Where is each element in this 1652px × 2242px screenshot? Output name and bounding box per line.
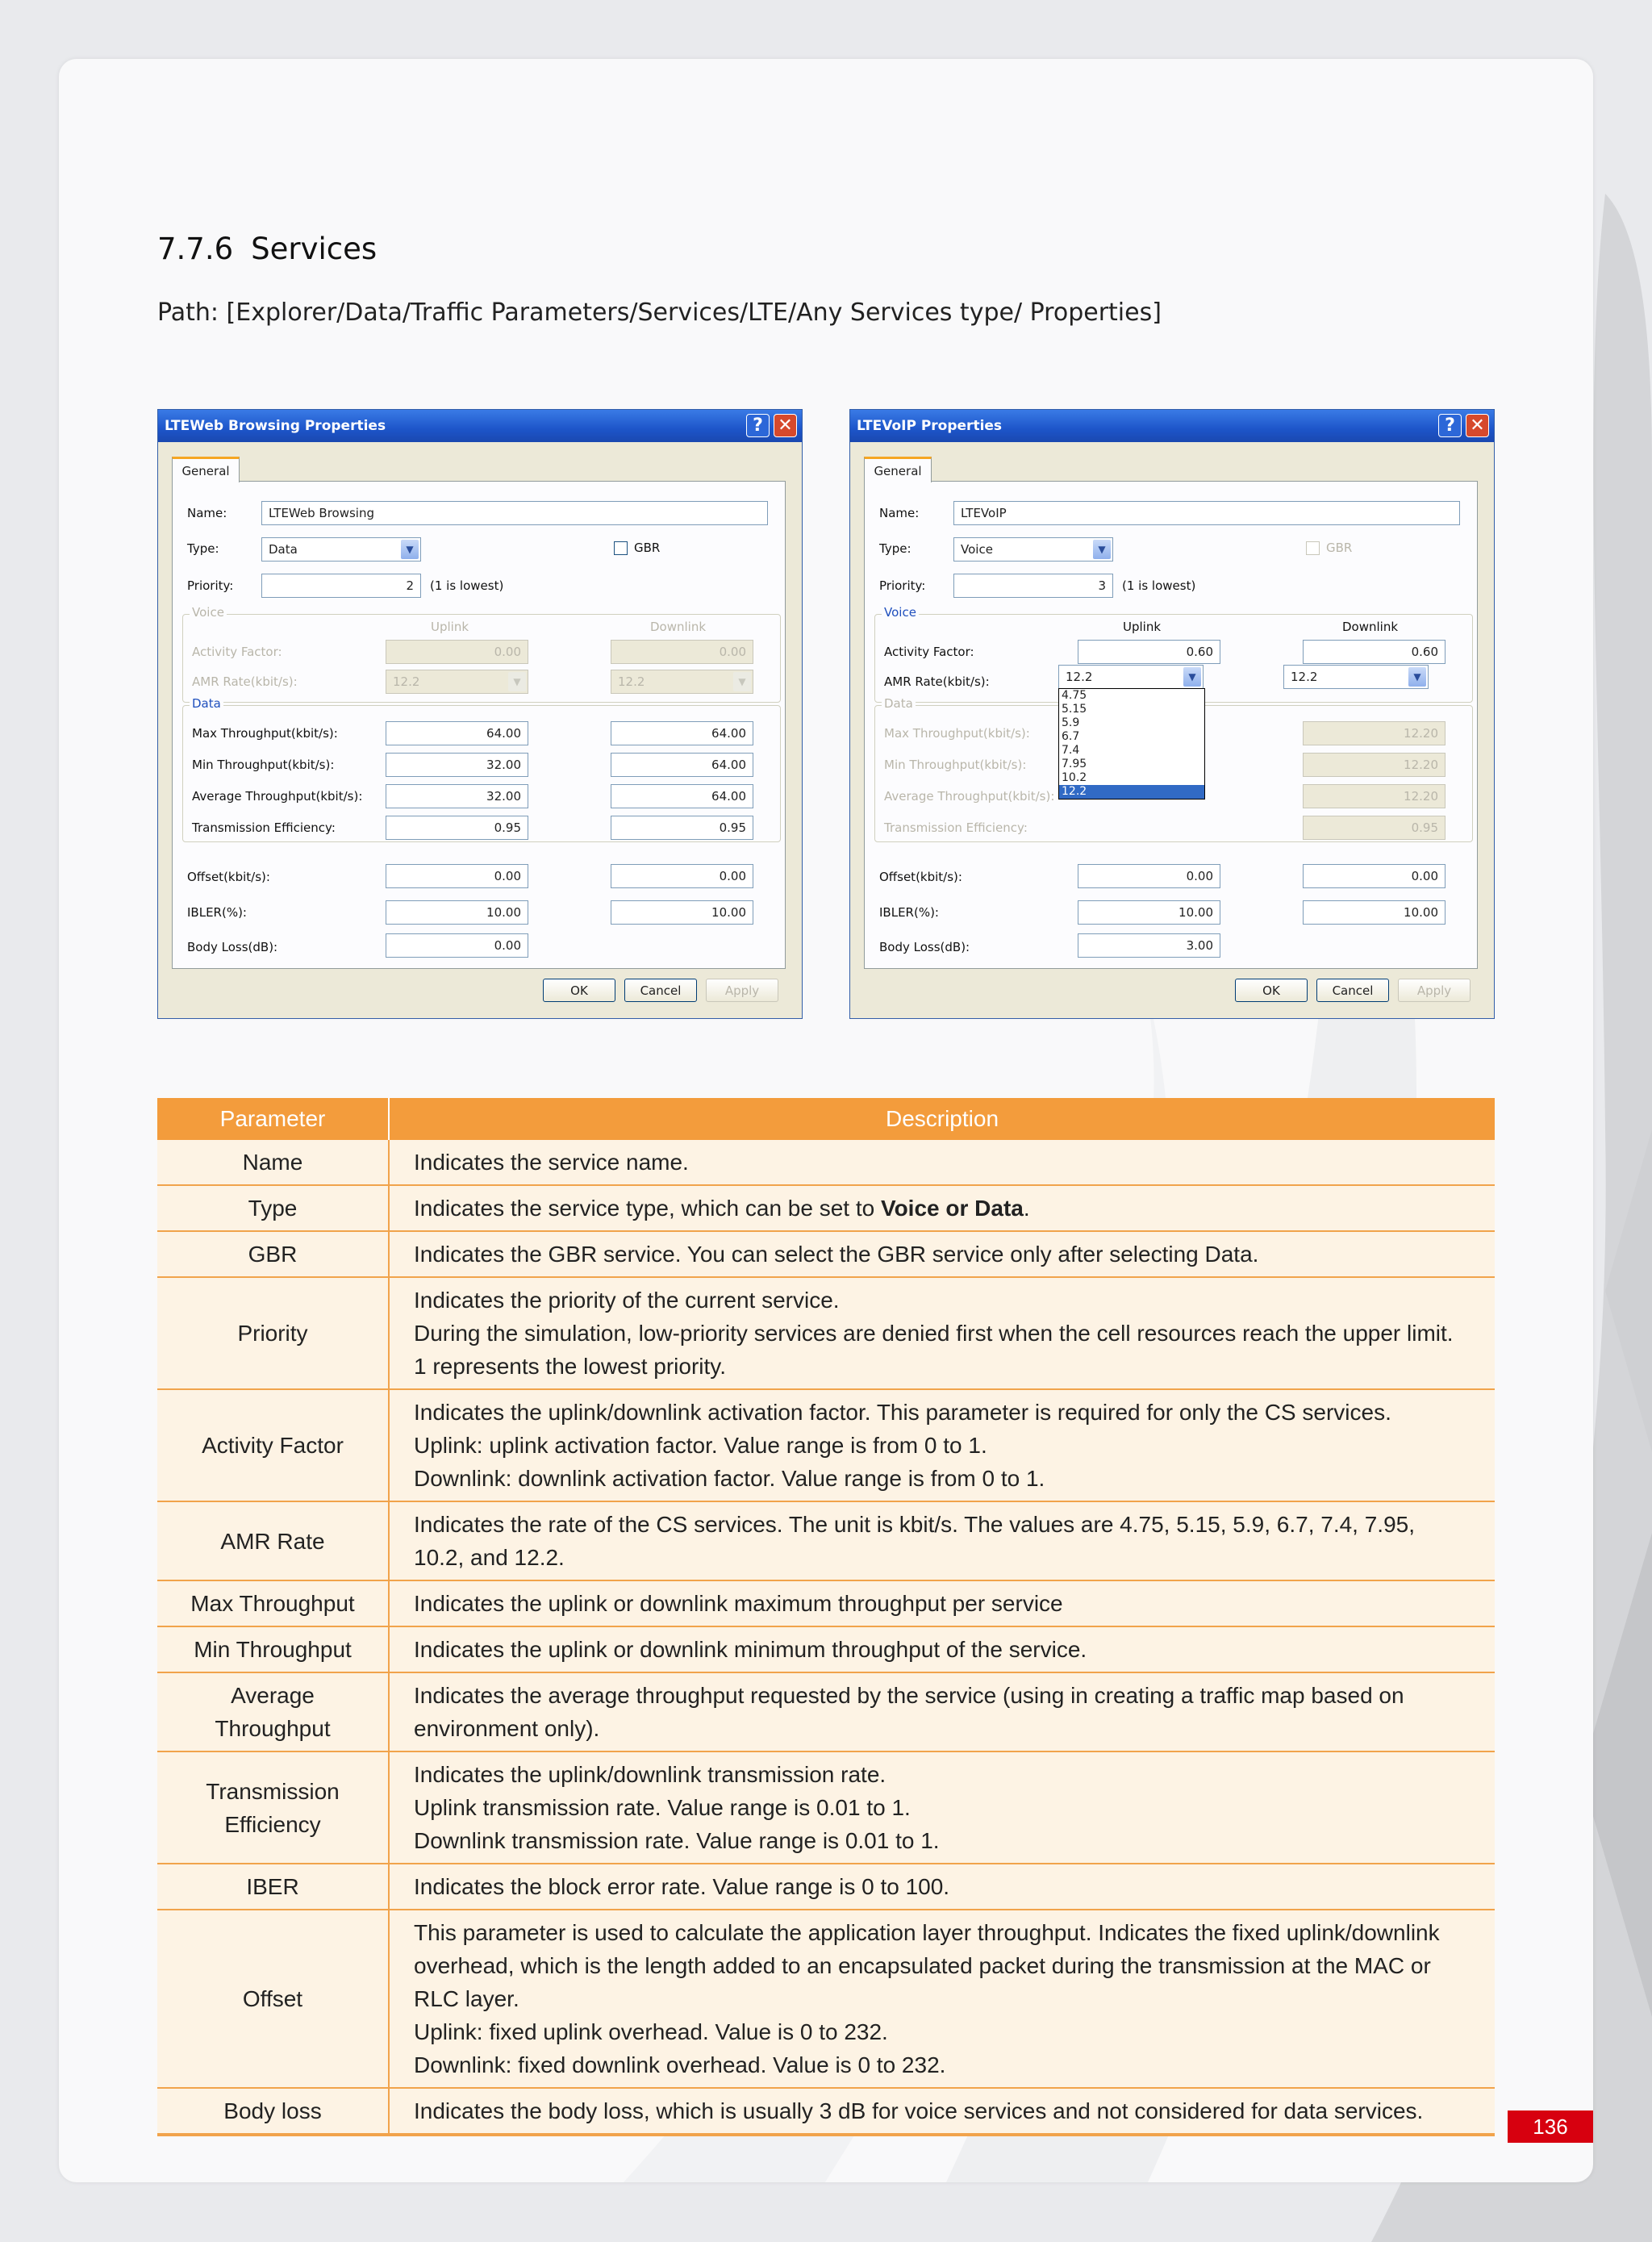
param-line: Efficiency (224, 1811, 321, 1837)
ibler-label: IBLER(%): (187, 905, 247, 920)
max-throughput-downlink[interactable]: 64.00 (611, 721, 753, 745)
amr-rate-uplink-value: 12.2 (393, 674, 420, 689)
offset-downlink[interactable]: 0.00 (611, 864, 753, 888)
uplink-header: Uplink (1123, 620, 1162, 634)
dropdown-option-selected[interactable]: 12.2 (1059, 785, 1204, 799)
offset-uplink[interactable]: 0.00 (386, 864, 528, 888)
description-line: During the simulation, low-priority services are denied first when the cell resources reach the upper limit. (414, 1321, 1454, 1346)
dialog-titlebar (158, 410, 802, 442)
param-cell: AMR Rate (157, 1501, 389, 1580)
description-cell (389, 1185, 1495, 1231)
average-throughput-downlink[interactable]: 64.00 (611, 784, 753, 808)
description-line: Uplink transmission rate. Value range is 0.01 to 1. (414, 1795, 911, 1820)
type-select[interactable] (261, 537, 421, 562)
dialog-titlebar (850, 410, 1494, 442)
dropdown-option[interactable]: 7.95 (1062, 758, 1087, 770)
ibler-downlink[interactable]: 10.00 (611, 900, 753, 925)
description-cell (389, 1626, 1495, 1672)
close-icon[interactable]: ✕ (1466, 414, 1489, 437)
dropdown-option[interactable]: 5.15 (1062, 703, 1087, 716)
activity-factor-downlink[interactable]: 0.60 (1303, 640, 1446, 664)
table-row (157, 1672, 1495, 1751)
param-cell (157, 1751, 389, 1864)
section-number: 7.7.6 (157, 232, 234, 266)
cancel-button[interactable]: Cancel (1316, 979, 1389, 1002)
description-line: Uplink: uplink activation factor. Value range is from 0 to 1. (414, 1433, 987, 1458)
body-loss-uplink[interactable]: 0.00 (386, 933, 528, 958)
offset-label: Offset(kbit/s): (879, 870, 962, 884)
param-cell: Type (157, 1185, 389, 1231)
max-throughput-downlink[interactable]: 12.20 (1303, 721, 1446, 745)
transmission-efficiency-label: Transmission Efficiency: (884, 820, 1028, 835)
table-row (157, 1751, 1495, 1864)
amr-rate-uplink-select[interactable] (1058, 665, 1204, 689)
transmission-efficiency-downlink[interactable]: 0.95 (1303, 816, 1446, 840)
max-throughput-label: Max Throughput(kbit/s): (884, 726, 1030, 741)
tab-general[interactable]: General (864, 457, 932, 482)
header-parameter: Parameter (157, 1098, 389, 1140)
description-line: Downlink: downlink activation factor. Value range is from 0 to 1. (414, 1466, 1045, 1491)
average-throughput-downlink[interactable]: 12.20 (1303, 784, 1446, 808)
description-line: 1 represents the lowest priority. (414, 1354, 726, 1379)
description-cell (389, 1501, 1495, 1580)
description-text: . (1023, 1196, 1030, 1221)
tab-general[interactable]: General (172, 457, 240, 482)
dropdown-option[interactable]: 10.2 (1062, 771, 1087, 784)
activity-factor-label: Activity Factor: (884, 645, 974, 659)
data-group-title: Data (190, 696, 223, 711)
table-row (157, 1140, 1495, 1185)
gbr-label: GBR (634, 541, 661, 555)
description-line: Indicates the block error rate. Value range is 0 to 100. (414, 1874, 950, 1899)
downlink-header: Downlink (650, 620, 707, 634)
offset-label: Offset(kbit/s): (187, 870, 270, 884)
explorer-path: Path: [Explorer/Data/Traffic Parameters/Services/LTE/Any Services type/ Properties] (157, 299, 1162, 327)
description-line: environment only). (414, 1716, 600, 1741)
voice-group-title: Voice (190, 605, 227, 620)
param-line: Average (231, 1683, 315, 1708)
description-cell (389, 1277, 1495, 1389)
priority-label: Priority: (879, 578, 926, 593)
table-header-row (157, 1098, 1495, 1140)
section-title: Services (251, 232, 378, 266)
min-throughput-downlink[interactable]: 64.00 (611, 753, 753, 777)
uplink-header: Uplink (431, 620, 469, 634)
min-throughput-label: Min Throughput(kbit/s): (884, 758, 1027, 772)
amr-rate-downlink-value: 12.2 (1291, 670, 1318, 684)
amr-rate-uplink-value: 12.2 (1066, 670, 1093, 684)
type-label: Type: (879, 541, 912, 556)
offset-downlink[interactable]: 0.00 (1303, 864, 1446, 888)
average-throughput-label: Average Throughput(kbit/s): (192, 789, 363, 804)
data-group-title: Data (882, 696, 916, 711)
name-label: Name: (879, 506, 920, 520)
description-line: Indicates the average throughput requested by the service (using in creating a traffic map based on (414, 1683, 1404, 1708)
param-cell (157, 1672, 389, 1751)
type-select-value: Voice (961, 542, 993, 557)
type-label: Type: (187, 541, 219, 556)
gbr-checkbox[interactable] (614, 541, 628, 555)
dialog-ltevoip-properties (849, 409, 1495, 1019)
param-cell: GBR (157, 1231, 389, 1277)
param-cell: Activity Factor (157, 1389, 389, 1501)
table-row (157, 1277, 1495, 1389)
close-icon[interactable]: ✕ (774, 414, 797, 437)
cancel-button[interactable]: Cancel (624, 979, 697, 1002)
table-row (157, 1580, 1495, 1626)
page-number-badge: 136 (1508, 2110, 1593, 2143)
parameter-table (157, 1098, 1495, 2136)
transmission-efficiency-downlink[interactable]: 0.95 (611, 816, 753, 840)
type-select-value: Data (269, 542, 298, 557)
description-line: Uplink: fixed uplink overhead. Value is 0 to 232. (414, 2019, 888, 2044)
table-row (157, 1910, 1495, 2088)
description-cell (389, 1580, 1495, 1626)
body-loss-label: Body Loss(dB): (187, 940, 278, 954)
dialog-lte-web-browsing-properties (157, 409, 803, 1019)
document-page (59, 59, 1593, 2182)
description-line: RLC layer. (414, 1986, 519, 2011)
transmission-efficiency-label: Transmission Efficiency: (192, 820, 336, 835)
table-row (157, 1501, 1495, 1580)
amr-rate-dropdown-list (1058, 688, 1205, 800)
chevron-down-icon: ▼ (401, 540, 419, 559)
amr-rate-downlink-select[interactable] (611, 670, 753, 694)
chevron-down-icon: ▼ (1183, 667, 1201, 687)
activity-factor-uplink[interactable]: 0.00 (386, 640, 528, 664)
activity-factor-label: Activity Factor: (192, 645, 282, 659)
chevron-down-icon: ▼ (1093, 540, 1111, 559)
help-icon[interactable]: ? (1438, 414, 1462, 437)
description-cell (389, 2088, 1495, 2135)
activity-factor-uplink[interactable]: 0.60 (1078, 640, 1220, 664)
description-line: overhead, which is the length added to an encapsulated packet during the transmission at the MAC or (414, 1953, 1431, 1978)
dropdown-option[interactable]: 6.7 (1062, 730, 1080, 743)
amr-rate-label: AMR Rate(kbit/s): (192, 674, 298, 689)
activity-factor-downlink[interactable]: 0.00 (611, 640, 753, 664)
voice-group-title: Voice (882, 605, 919, 620)
min-throughput-uplink[interactable]: 32.00 (386, 753, 528, 777)
description-text: Indicates the service type, which can be set to (414, 1196, 881, 1221)
dialog-title: LTEVoIP Properties (857, 418, 1003, 434)
gbr-label: GBR (1326, 541, 1353, 555)
chevron-down-icon: ▼ (733, 672, 751, 691)
dropdown-option[interactable]: 4.75 (1062, 689, 1087, 702)
description-line: Indicates the service name. (414, 1150, 689, 1175)
transmission-efficiency-uplink[interactable]: 0.95 (386, 816, 528, 840)
param-cell: IBER (157, 1864, 389, 1910)
min-throughput-downlink[interactable]: 12.20 (1303, 753, 1446, 777)
description-emphasis: Voice or Data (880, 1196, 1024, 1221)
downlink-header: Downlink (1342, 620, 1399, 634)
amr-rate-uplink-select[interactable] (386, 670, 528, 694)
param-cell: Min Throughput (157, 1626, 389, 1672)
param-cell: Max Throughput (157, 1580, 389, 1626)
table-row (157, 1231, 1495, 1277)
ibler-label: IBLER(%): (879, 905, 939, 920)
description-line: Indicates the body loss, which is usually 3 dB for voice services and not considered for data services. (414, 2098, 1424, 2123)
description-line: This parameter is used to calculate the application layer throughput. Indicates the fixed uplink/downlink (414, 1920, 1440, 1945)
table-row (157, 1626, 1495, 1672)
description-line: Indicates the uplink/downlink transmission rate. (414, 1762, 886, 1787)
description-cell (389, 1864, 1495, 1910)
ok-button[interactable]: OK (543, 979, 615, 1002)
average-throughput-uplink[interactable]: 32.00 (386, 784, 528, 808)
param-cell: Name (157, 1140, 389, 1185)
priority-input[interactable]: 2 (261, 574, 421, 598)
offset-uplink[interactable]: 0.00 (1078, 864, 1220, 888)
body-loss-uplink[interactable]: 3.00 (1078, 933, 1220, 958)
table-row (157, 1864, 1495, 1910)
description-cell (389, 1231, 1495, 1277)
section-heading (157, 232, 377, 266)
param-cell: Offset (157, 1910, 389, 2088)
description-cell (389, 1140, 1495, 1185)
help-icon[interactable]: ? (746, 414, 770, 437)
table-row (157, 2088, 1495, 2135)
header-description: Description (389, 1098, 1495, 1140)
description-line: Downlink: fixed downlink overhead. Value is 0 to 232. (414, 2052, 946, 2077)
param-line: Throughput (215, 1716, 331, 1741)
description-line: Indicates the priority of the current service. (414, 1288, 840, 1313)
ok-button[interactable]: OK (1235, 979, 1308, 1002)
gbr-checkbox[interactable] (1306, 541, 1320, 555)
name-input[interactable]: LTEWeb Browsing (261, 501, 768, 525)
chevron-down-icon: ▼ (1408, 667, 1426, 687)
type-select[interactable] (953, 537, 1113, 562)
min-throughput-label: Min Throughput(kbit/s): (192, 758, 335, 772)
amr-rate-downlink-value: 12.2 (618, 674, 645, 689)
name-input[interactable]: LTEVoIP (953, 501, 1460, 525)
chevron-down-icon: ▼ (508, 672, 526, 691)
param-line: Transmission (206, 1778, 340, 1804)
priority-hint: (1 is lowest) (1122, 578, 1196, 593)
description-cell (389, 1672, 1495, 1751)
table-row (157, 1389, 1495, 1501)
average-throughput-label: Average Throughput(kbit/s): (884, 789, 1055, 804)
ibler-uplink[interactable]: 10.00 (1078, 900, 1220, 925)
amr-rate-downlink-select[interactable] (1283, 665, 1429, 689)
ibler-downlink[interactable]: 10.00 (1303, 900, 1446, 925)
priority-hint: (1 is lowest) (430, 578, 504, 593)
description-line: Indicates the uplink or downlink maximum throughput per service (414, 1591, 1063, 1616)
priority-label: Priority: (187, 578, 234, 593)
name-label: Name: (187, 506, 227, 520)
description-cell (389, 1389, 1495, 1501)
description-cell (389, 1751, 1495, 1864)
priority-input[interactable]: 3 (953, 574, 1113, 598)
apply-button[interactable]: Apply (706, 979, 778, 1002)
max-throughput-uplink[interactable]: 64.00 (386, 721, 528, 745)
description-line: Indicates the uplink or downlink minimum throughput of the service. (414, 1637, 1087, 1662)
apply-button[interactable]: Apply (1398, 979, 1471, 1002)
param-cell: Body loss (157, 2088, 389, 2135)
description-line: 10.2, and 12.2. (414, 1545, 565, 1570)
dropdown-option[interactable]: 5.9 (1062, 716, 1080, 729)
description-line: Downlink transmission rate. Value range is 0.01 to 1. (414, 1828, 940, 1853)
max-throughput-label: Max Throughput(kbit/s): (192, 726, 338, 741)
dialog-title: LTEWeb Browsing Properties (165, 418, 386, 434)
description-line: Indicates the rate of the CS services. The unit is kbit/s. The values are 4.75, 5.15, 5.9, 6.7, 7.4, 7.95, (414, 1512, 1416, 1537)
amr-rate-label: AMR Rate(kbit/s): (884, 674, 990, 689)
ibler-uplink[interactable]: 10.00 (386, 900, 528, 925)
description-cell (389, 1910, 1495, 2088)
table-row (157, 1185, 1495, 1231)
description-line: Indicates the uplink/downlink activation factor. This parameter is required for only the CS services. (414, 1400, 1391, 1425)
dropdown-option[interactable]: 7.4 (1062, 744, 1080, 757)
description-line: Indicates the GBR service. You can select the GBR service only after selecting Data. (414, 1242, 1259, 1267)
param-cell: Priority (157, 1277, 389, 1389)
body-loss-label: Body Loss(dB): (879, 940, 970, 954)
